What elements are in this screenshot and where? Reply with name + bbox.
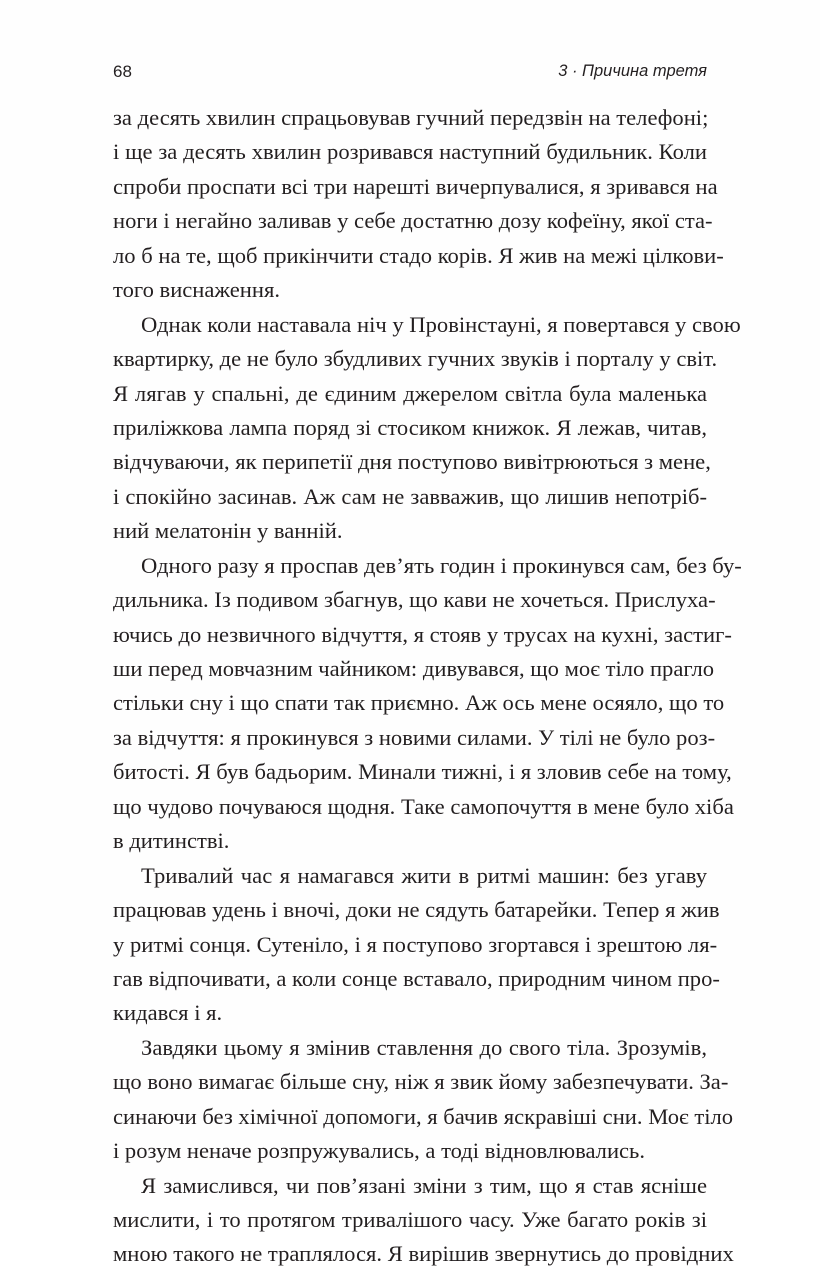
text-line: Я замислився, чи пов’язані зміни з тим, що я став ясніше [141,1172,707,1198]
text-line: що чудово почуваюся щодня. Таке самопочуття в мене було хіба [113,793,734,819]
chapter-title: 3 · Причина третя [558,62,707,80]
text-line: ний мелатонін у ванній. [113,518,343,544]
text-line: за десять хвилин спрацьовував гучний передзвін на телефоні; [113,105,709,130]
text-line: спроби проспати всі три нарешті вичерпувалися, я зривався на [113,173,718,199]
text-line: того виснаження. [113,277,280,303]
text-line: стільки сну і що спати так приємно. Аж ось мене осяяло, що то [113,690,725,716]
text-line: гав відпочивати, а коли сонце вставало, природним чином про- [113,965,720,991]
text-line: Завдяки цьому я змінив ставлення до свого тіла. Зрозумів, [141,1034,707,1060]
text-line: квартирку, де не було збудливих гучних звуків і порталу у світ. [113,346,718,372]
text-line: працював удень і вночі, доки не сядуть батарейки. Тепер я жив [113,897,720,923]
text-line: Однак коли наставала ніч у Провінстауні, я повертався у свою [141,311,741,337]
text-line: битості. Я був бадьорим. Минали тижні, і я зловив себе на тому, [113,759,732,785]
page-number: 68 [113,62,132,81]
text-line: відчуваючи, як перипетії дня поступово вивітрюються з мене, [113,449,711,475]
running-head [113,58,707,86]
body-text [113,101,742,1272]
text-line: що воно вимагає більше сну, ніж я звик йому забезпечувати. За- [113,1069,729,1095]
text-line: кидався і я. [113,1000,223,1026]
text-line: мною такого не траплялося. Я вирішив звернутись до провідних [113,1241,734,1267]
text-line: у ритмі сонця. Сутеніло, і я поступово згортався і зрештою ля- [113,931,718,957]
text-line: ючись до незвичного відчуття, я стояв у трусах на кухні, застиг- [113,621,732,647]
text-line: і спокійно засинав. Аж сам не завважив, що лишив непотріб- [113,483,707,509]
text-line: ши перед мовчазним чайником: дивувався, що моє тіло прагло [113,656,715,681]
text-line: ло б на те, щоб прикінчити стадо корів. Я жив на межі цілкови- [113,242,724,268]
text-line: і розум неначе розпружувались, а тоді відновлювались. [113,1138,646,1164]
text-line: Я лягав у спальні, де єдиним джерелом світла була маленька [113,380,707,406]
text-line: ноги і негайно заливав у себе достатню дозу кофеїну, якої ста- [113,208,713,234]
text-line: і ще за десять хвилин розривався наступний будильник. Коли [113,139,707,165]
text-line: приліжкова лампа поряд зі стосиком книжок. Я лежав, читав, [113,414,707,440]
text-line: дильника. Із подивом збагнув, що кави не хочеться. Прислуха- [113,587,716,613]
text-line: в дитинстві. [113,828,230,854]
text-line: синаючи без хімічної допомоги, я бачив яскравіші сни. Моє тіло [113,1103,734,1129]
text-line: мислити, і то протягом тривалішого часу. Уже багато років зі [113,1207,707,1232]
text-line: Одного разу я проспав дев’ять годин і прокинувся сам, без бу- [141,552,742,578]
text-line: Тривалий час я намагався жити в ритмі машин: без угаву [141,862,707,888]
text-line: за відчуття: я прокинувся з новими силами. У тілі не було роз- [113,724,716,750]
